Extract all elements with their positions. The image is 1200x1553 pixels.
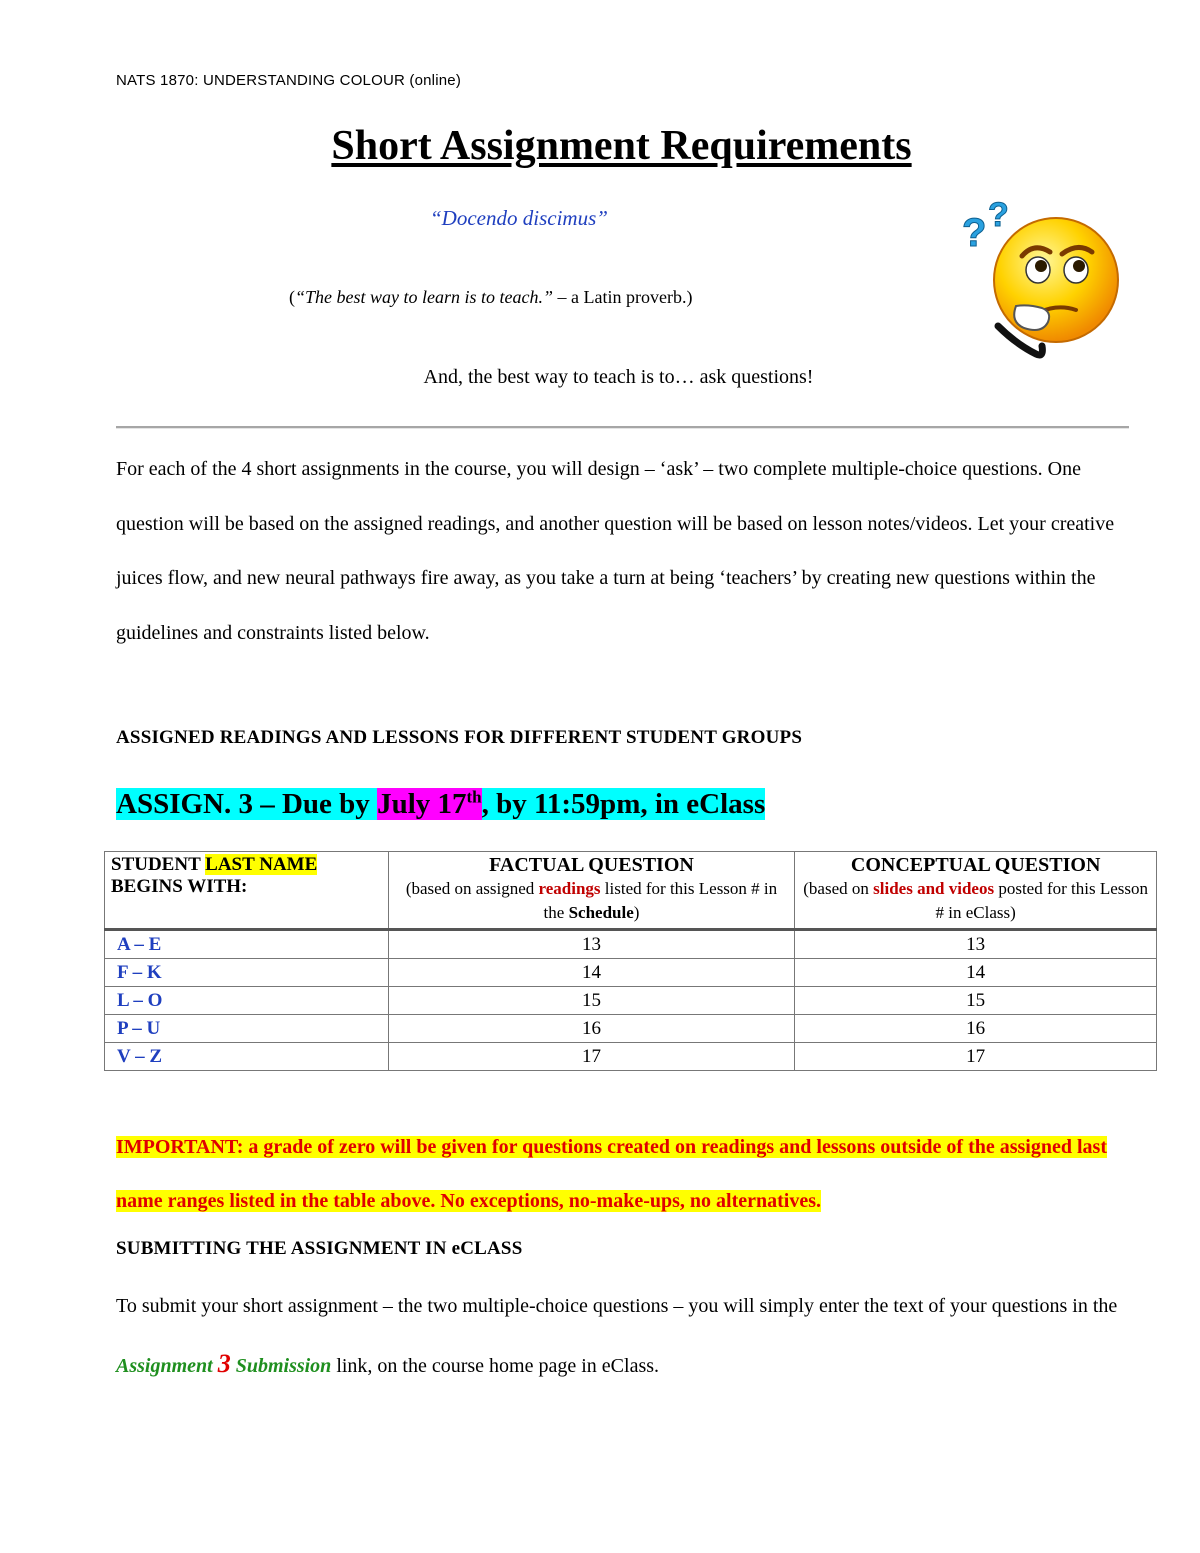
assignment-submission-link[interactable] [116, 1349, 332, 1378]
name-range: F – K [105, 959, 389, 987]
conceptual-lesson: 15 [795, 987, 1157, 1015]
page-title: Short Assignment Requirements [331, 123, 912, 169]
translation-open: ( [289, 287, 295, 307]
link-text-b[interactable]: Submission [230, 1355, 332, 1377]
thinking-face-icon [958, 194, 1128, 369]
svg-text:?: ? [988, 196, 1009, 234]
header-last-name [105, 852, 389, 930]
factual-note-a: (based on assigned [405, 879, 539, 898]
link-text-a[interactable]: Assignment [116, 1355, 218, 1377]
factual-lesson: 13 [388, 930, 795, 959]
translation-attribution: – a Latin proverb.) [553, 287, 693, 307]
conceptual-lesson: 14 [795, 959, 1157, 987]
header-conceptual [795, 852, 1157, 930]
submit-instructions [116, 1278, 1146, 1395]
tagline: And, the best way to teach is to… ask questions! [423, 366, 814, 388]
conceptual-note-a: (based on [803, 879, 874, 898]
conceptual-question-title: CONCEPTUAL QUESTION [850, 854, 1101, 876]
table-header-row [105, 852, 1157, 930]
factual-lesson: 15 [388, 987, 795, 1015]
svg-text:?: ? [962, 211, 987, 255]
name-range: V – Z [105, 1043, 389, 1071]
due-date-text: July 17 [377, 787, 467, 820]
table-row [105, 959, 1157, 987]
header-last-name-prefix: STUDENT [111, 854, 206, 875]
table-row [105, 930, 1157, 959]
section-heading-submit: SUBMITTING THE ASSIGNMENT IN eCLASS [116, 1238, 523, 1259]
important-notice-text: IMPORTANT: a grade of zero will be given for questions created on readings and lessons outside of the assigned last name ranges listed in the table above. No exceptions, no-make-ups, no alternatives. [116, 1136, 1107, 1212]
table-row [105, 1043, 1157, 1071]
conceptual-note-b: posted for this Lesson # in eClass) [935, 879, 1149, 922]
submit-text-b: link, on the course home page in eClass. [331, 1355, 660, 1377]
factual-question-note [395, 877, 789, 925]
link-number[interactable]: 3 [217, 1349, 231, 1378]
name-range: L – O [105, 987, 389, 1015]
factual-note-b: listed for this Lesson # in the [543, 879, 778, 922]
table-row [105, 987, 1157, 1015]
factual-lesson: 14 [388, 959, 795, 987]
factual-note-readings: readings [538, 879, 601, 898]
course-header: NATS 1870: UNDERSTANDING COLOUR (online) [116, 72, 462, 89]
due-date [377, 788, 482, 820]
horizontal-divider [116, 426, 1129, 429]
due-date-suffix: th [466, 787, 482, 806]
important-notice [116, 1120, 1146, 1228]
header-factual [388, 852, 795, 930]
factual-note-schedule: Schedule [568, 903, 634, 922]
conceptual-lesson: 16 [795, 1015, 1157, 1043]
header-last-name-highlight: LAST NAME [205, 854, 318, 875]
intro-paragraph: For each of the 4 short assignments in the course, you will design – ‘ask’ – two complete multiple-choice questions. One question will be based on the assigned readings, and another question will be based on lesson notes/videos. Let your creative juices flow, and new neural pathways fire away, as you take a turn at being ‘teachers’ by creating new questions within the guidelines and constraints listed below. [116, 458, 1115, 644]
name-range: A – E [105, 930, 389, 959]
due-prefix: ASSIGN. 3 – Due by [116, 787, 378, 820]
factual-lesson: 16 [388, 1015, 795, 1043]
name-range: P – U [105, 1015, 389, 1043]
header-begins-with: BEGINS WITH: [111, 876, 248, 897]
latin-motto: “Docendo discimus” [430, 206, 608, 230]
factual-question-title: FACTUAL QUESTION [489, 854, 694, 876]
section-heading-readings: ASSIGNED READINGS AND LESSONS FOR DIFFERENT STUDENT GROUPS [116, 727, 803, 748]
due-suffix: , by 11:59pm, in eClass [481, 787, 766, 820]
table-row [105, 1015, 1157, 1043]
factual-lesson: 17 [388, 1043, 795, 1071]
motto-translation [289, 287, 692, 308]
conceptual-lesson: 13 [795, 930, 1157, 959]
submit-text-a: To submit your short assignment – the two multiple-choice questions – you will simply enter the text of your questions in the [116, 1295, 1118, 1317]
translation-quote: “The best way to learn is to teach.” [295, 287, 553, 307]
due-date-banner [116, 776, 765, 825]
conceptual-question-note [801, 877, 1150, 925]
student-groups-table [104, 851, 1157, 1071]
conceptual-lesson: 17 [795, 1043, 1157, 1071]
conceptual-note-slides: slides and videos [873, 879, 995, 898]
factual-note-c: ) [633, 903, 640, 922]
